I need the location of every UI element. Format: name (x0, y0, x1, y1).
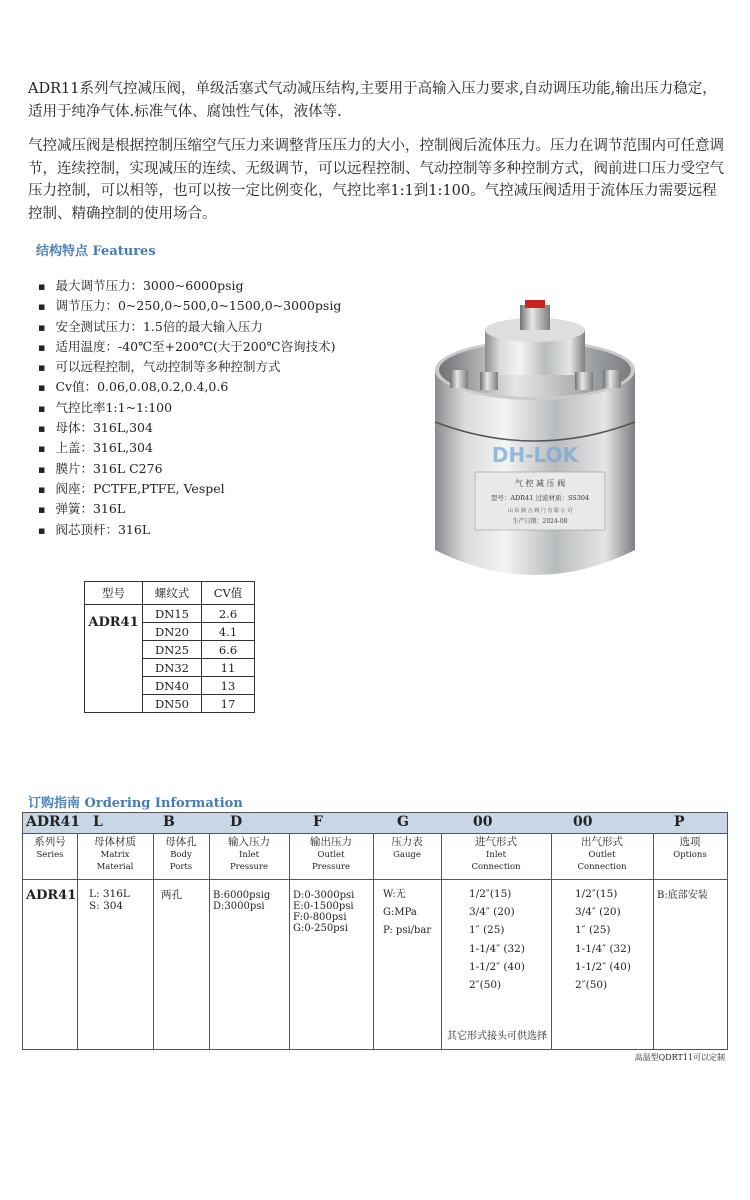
plate-maker: 山 东 鼎 合 阀 门 有 限 公 司 (507, 508, 573, 514)
feature-item: ▪ 阀座：PCTFE,PTFE, Vespel (38, 479, 398, 499)
code-series: ADR41 (26, 814, 81, 830)
material-s: S: 304 (89, 900, 124, 912)
inlet-conn-item: 1-1/4″ (32) (469, 942, 525, 955)
feature-item: ▪ 膜片：316L C276 (38, 459, 398, 479)
ordering-divider (23, 879, 727, 880)
outlet-conn-list (575, 885, 631, 994)
col-label: 系列号 (34, 836, 66, 848)
code-inlet-conn: 00 (473, 814, 493, 830)
outlet-conn-item: 1/2″(15) (575, 888, 618, 900)
code-gauge: G (397, 814, 409, 830)
cv-dn: DN40 (143, 677, 202, 695)
col-ports (153, 834, 210, 1049)
outlet-pressure-d: D:0-3000psi (293, 890, 355, 901)
outlet-conn-item: 1-1/2″ (40) (575, 960, 631, 973)
inlet-conn-item: 1/2″(15) (469, 888, 512, 900)
col-inlet-pressure (209, 834, 290, 1049)
col-label: 母体孔 (165, 836, 197, 848)
gauge-w: W:无 (383, 889, 406, 900)
inlet-conn-list (469, 885, 525, 994)
intro-paragraph-1: ADR11系列气控减压阀，单级活塞式气动减压结构,主要用于高输入压力要求,自动调压功能,输出压力稳定，适用于纯净气体.标准气体、腐蚀性气体，液体等. (28, 81, 717, 120)
code-ports: B (163, 814, 175, 830)
ordering-code-row (23, 813, 727, 834)
col-label-en: Series (36, 849, 64, 860)
product-logo: DH-LOK (491, 443, 579, 467)
cv-value: 4.1 (202, 623, 255, 641)
cv-value: 11 (202, 659, 255, 677)
outlet-pressure-f: F:0-800psi (293, 912, 347, 923)
gauge-p: P: psi/bar (383, 925, 432, 936)
col-label-en: Inlet Connection (471, 849, 521, 872)
col-material (77, 834, 154, 1049)
feature-item: ▪ 适用温度：-40℃至+200℃(大于200℃咨询技术) (38, 337, 398, 357)
inlet-conn-item: 1″ (25) (469, 924, 505, 937)
cv-header-thread: 螺纹式 (143, 582, 202, 605)
outlet-conn-item: 1″ (25) (575, 924, 611, 937)
col-label: 选项 (679, 836, 701, 848)
feature-item: ▪ 阀芯顶杆：316L (38, 520, 398, 540)
cv-value: 2.6 (202, 605, 255, 623)
features-list (38, 276, 398, 540)
plate-name: 气 控 减 压 阀 (514, 479, 566, 488)
col-label-en: Gauge (393, 849, 421, 860)
col-series (23, 834, 78, 1049)
inlet-conn-item: 1-1/2″ (40) (469, 960, 525, 973)
col-label-en: Outlet Connection (577, 849, 627, 872)
feature-item: ▪ 气控比率1:1~1:100 (38, 398, 398, 418)
feature-item: ▪ 上盖：316L,304 (38, 438, 398, 458)
material-l: L: 316L (89, 888, 130, 900)
gauge-g: G:MPa (383, 907, 417, 918)
cv-dn: DN25 (143, 641, 202, 659)
code-material: L (93, 814, 103, 830)
outlet-conn-item: 3/4″ (20) (575, 906, 621, 919)
options-value: B:底部安装 (657, 890, 708, 901)
valve-product-image (425, 300, 645, 590)
feature-item: ▪ 母体：316L,304 (38, 418, 398, 438)
cv-table (84, 581, 255, 713)
code-options: P (674, 814, 685, 830)
feature-item: ▪ 可以远程控制，气动控制等多种控制方式 (38, 357, 398, 377)
cv-dn: DN50 (143, 695, 202, 713)
code-inlet-pressure: D (230, 814, 243, 830)
feature-item: ▪ 最大调节压力：3000~6000psig (38, 276, 398, 296)
cv-dn: DN20 (143, 623, 202, 641)
col-label-en: Outlet Pressure (311, 849, 351, 872)
cv-value: 6.6 (202, 641, 255, 659)
feature-item: ▪ 安全测试压力：1.5倍的最大输入压力 (38, 317, 398, 337)
col-label: 进气形式 (475, 836, 517, 848)
col-gauge (373, 834, 442, 1049)
outlet-conn-item: 1-1/4″ (32) (575, 942, 631, 955)
cv-model: ADR41 (85, 605, 143, 713)
col-label: 压力表 (391, 836, 423, 848)
col-label-en: Body Ports (169, 849, 193, 872)
cv-header-model: 型号 (85, 582, 143, 605)
inlet-conn-note: 其它形式接头可供选择 (447, 1031, 547, 1042)
cv-value: 17 (202, 695, 255, 713)
col-options (653, 834, 727, 1049)
ordering-title: 订购指南 Ordering Information (28, 796, 243, 811)
col-label-en: Inlet Pressure (229, 849, 269, 872)
col-label: 输出压力 (310, 836, 352, 848)
col-label: 输入压力 (228, 836, 270, 848)
features-title: 结构特点 Features (36, 244, 156, 259)
ordering-table (22, 812, 728, 1050)
col-label-en: Matrix Material (96, 849, 134, 872)
outlet-conn-item: 2″(50) (575, 979, 608, 992)
inlet-pressure-d: D:3000psi (213, 901, 265, 912)
feature-item: ▪ 调节压力：0~250,0~500,0~1500,0~3000psig (38, 296, 398, 316)
inlet-conn-item: 3/4″ (20) (469, 906, 515, 919)
outlet-pressure-e: E:0-1500psi (293, 901, 354, 912)
outlet-pressure-g: G:0-250psi (293, 923, 348, 934)
col-label-en: Options (673, 849, 707, 860)
plate-model: 型号：ADR41 过流材质：SS304 (490, 494, 590, 502)
feature-item: ▪ Cv值：0.06,0.08,0.2,0.4,0.6 (38, 377, 398, 397)
code-outlet-pressure: F (313, 814, 323, 830)
col-label: 出气形式 (581, 836, 623, 848)
col-label: 母体材质 (94, 836, 136, 848)
cv-header-cv: CV值 (202, 582, 255, 605)
cv-dn: DN32 (143, 659, 202, 677)
series-value: ADR41 (26, 888, 77, 903)
intro-paragraph-2: 气控减压阀是根据控制压缩空气压力来调整背压压力的大小，控制阀后流体压力。压力在调节范围内可任意调节，连续控制，实现减压的连续、无级调节，可以远程控制、气动控制等多种控制方式，阀前进口压力受空气压力控制，可以相等，也可以按一定比例变化，气控比率1:1到1:100。气控减压阀适用于流体压力需要远程控制、精确控制的使用场合。 (28, 138, 724, 222)
cv-value: 13 (202, 677, 255, 695)
col-outlet-pressure (289, 834, 374, 1049)
inlet-pressure-b: B:6000psig (213, 890, 271, 901)
code-outlet-conn: 00 (573, 814, 593, 830)
cv-dn: DN15 (143, 605, 202, 623)
feature-item: ▪ 弹簧：316L (38, 499, 398, 519)
ports-value: 两孔 (161, 889, 182, 901)
plate-date: 生产日期：2024-08 (512, 518, 568, 525)
inlet-conn-item: 2″(50) (469, 979, 502, 992)
footnote: 高温型QDRT11可以定制 (634, 1053, 725, 1062)
